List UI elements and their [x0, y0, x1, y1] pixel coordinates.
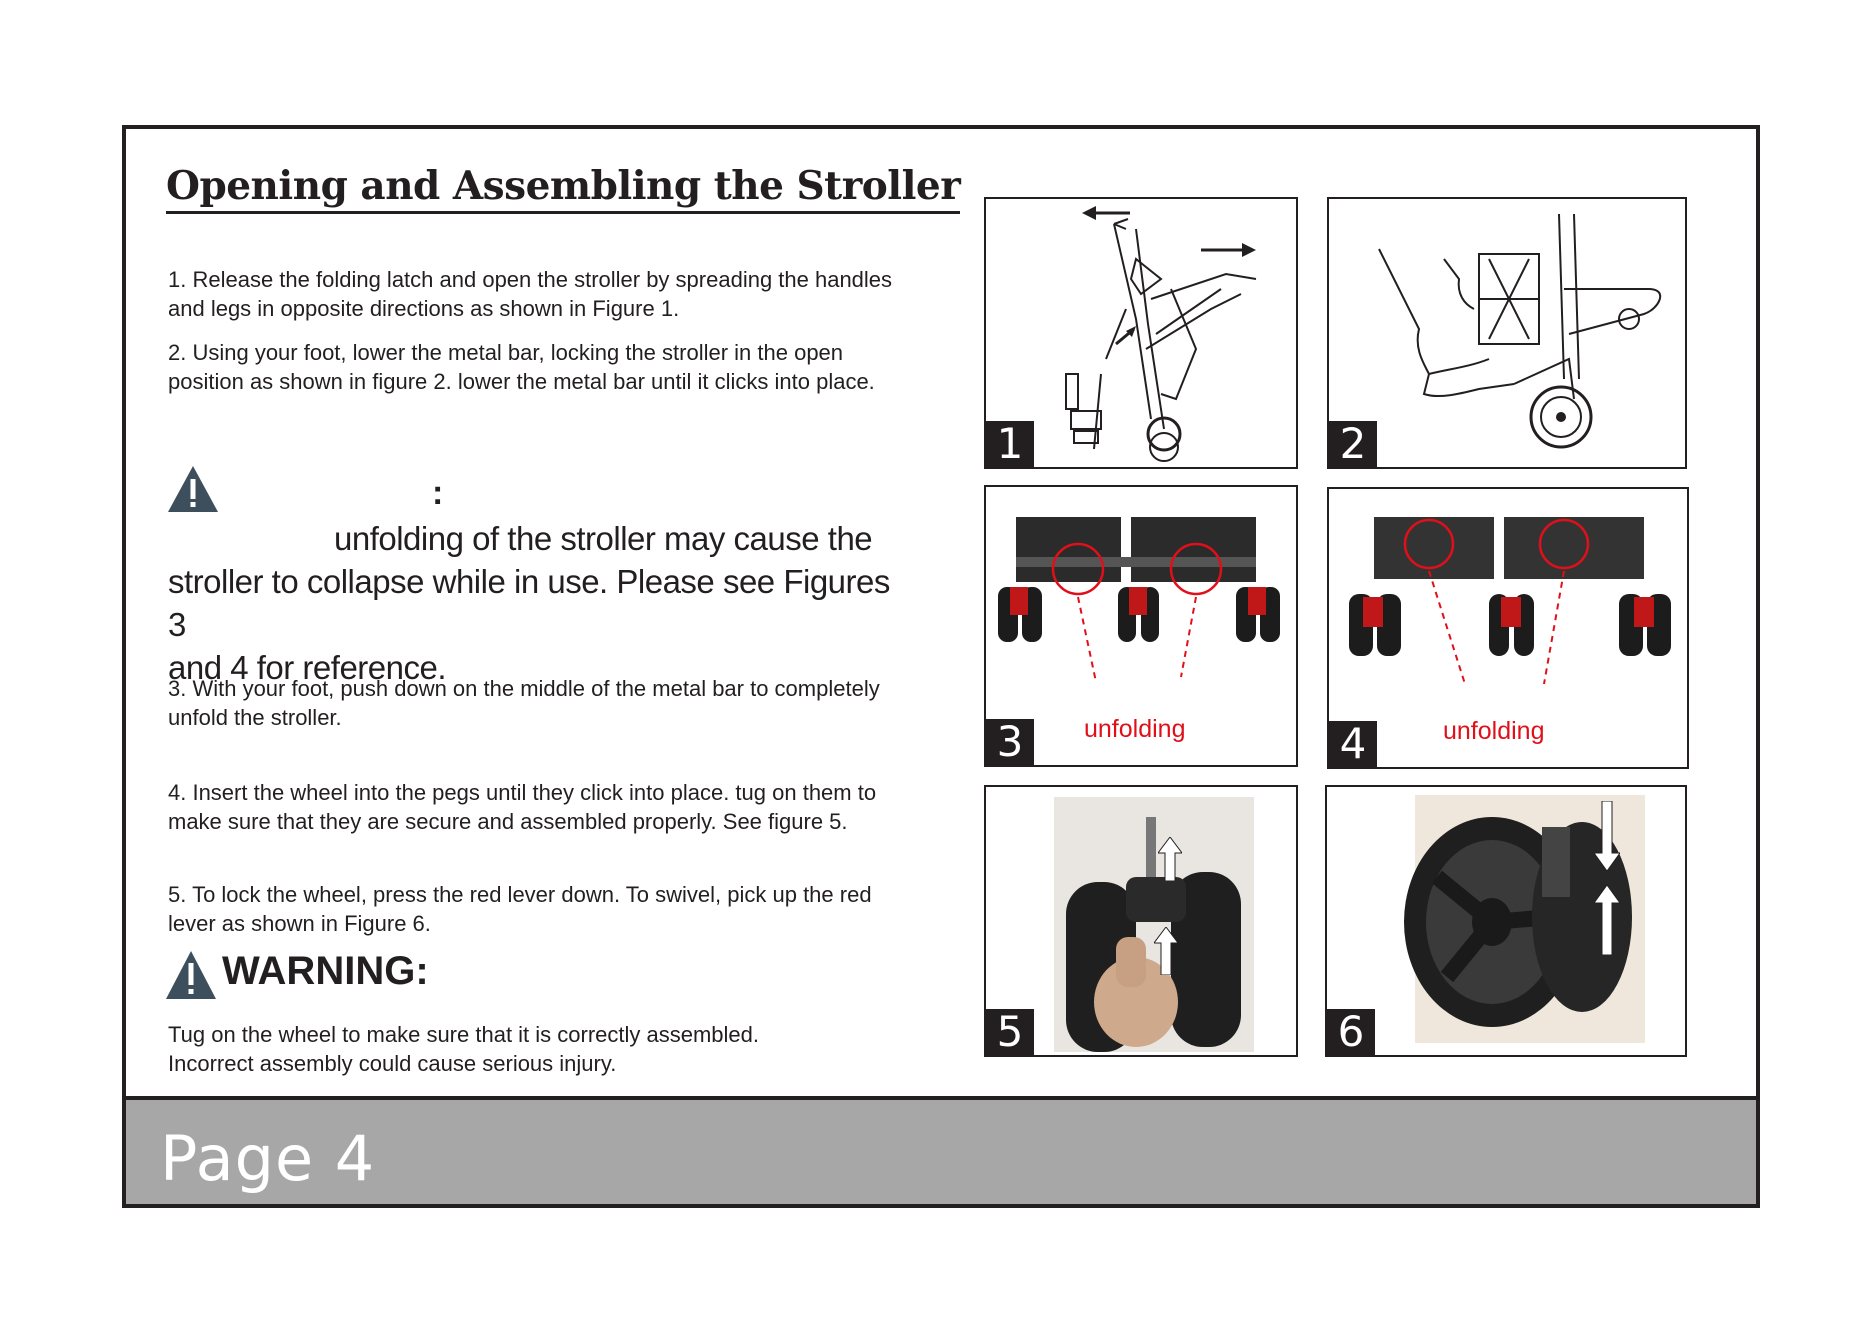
figure-3-number: 3: [986, 719, 1034, 765]
arrow-up-icon: [1158, 837, 1182, 881]
step-3-text: 3. With your foot, push down on the middle of the metal bar to completely unfold the stroller.: [168, 676, 880, 730]
page-number: Page 4: [160, 1122, 376, 1195]
warning-2-heading: WARNING:: [222, 949, 429, 993]
page-footer: [126, 1096, 1756, 1204]
figure-2-number: 2: [1329, 421, 1377, 467]
warning-1-text: [168, 517, 908, 689]
figure-5: [984, 785, 1298, 1057]
arrow-up-icon: [1154, 927, 1178, 975]
step-5-text: 5. To lock the wheel, press the red lever down. To swivel, pick up the red lever as shown in Figure 6.: [168, 882, 872, 936]
figure-4-caption: unfolding: [1443, 717, 1545, 745]
arrow-up-icon: [1594, 885, 1620, 955]
step-4-text: 4. Insert the wheel into the pegs until they click into place. tug on them to make sure that they are secure and assembled properly. See figure 5.: [168, 780, 877, 834]
warning-1-line-1: unfolding of the stroller may cause the: [334, 520, 873, 557]
figure-6-wheel-lever-photo: [1327, 787, 1687, 1057]
page-frame: [122, 125, 1760, 1208]
arrow-down-icon: [1594, 801, 1620, 871]
warning-triangle-icon: [164, 949, 218, 1001]
warning-triangle-icon: [166, 464, 220, 514]
figure-2-foot-lowering-bar-drawing: [1329, 199, 1687, 469]
warning-1-line-3: and 4 for reference.: [168, 649, 447, 686]
figure-4-number: 4: [1329, 721, 1377, 767]
warning-2-line-2: Incorrect assembly could cause serious injury.: [168, 1051, 617, 1076]
warning-2-line-1: Tug on the wheel to make sure that it is correctly assembled.: [168, 1022, 760, 1047]
page-title: Opening and Assembling the Stroller: [166, 163, 960, 214]
step-1-text: 1. Release the folding latch and open the stroller by spreading the handles and legs in opposite directions as shown in Figure 1.: [168, 267, 893, 321]
figure-3-caption: unfolding: [1084, 715, 1186, 743]
figure-6: [1325, 785, 1687, 1057]
figure-3: [984, 485, 1298, 767]
figure-4: [1327, 487, 1689, 769]
figure-2: [1327, 197, 1687, 469]
figure-6-number: 6: [1327, 1009, 1375, 1055]
warning-1-line-2: stroller to collapse while in use. Please see Figures 3: [168, 563, 890, 643]
figure-5-number: 5: [986, 1009, 1034, 1055]
arrow-left-icon: [1082, 203, 1132, 221]
warning-colon: :: [432, 474, 444, 512]
figure-1: [984, 197, 1298, 469]
figure-1-number: 1: [986, 421, 1034, 467]
arrow-right-icon: [1201, 241, 1256, 259]
step-2-text: 2. Using your foot, lower the metal bar, locking the stroller in the open position as shown in figure 2. lower the metal bar until it clicks into place.: [168, 340, 875, 394]
